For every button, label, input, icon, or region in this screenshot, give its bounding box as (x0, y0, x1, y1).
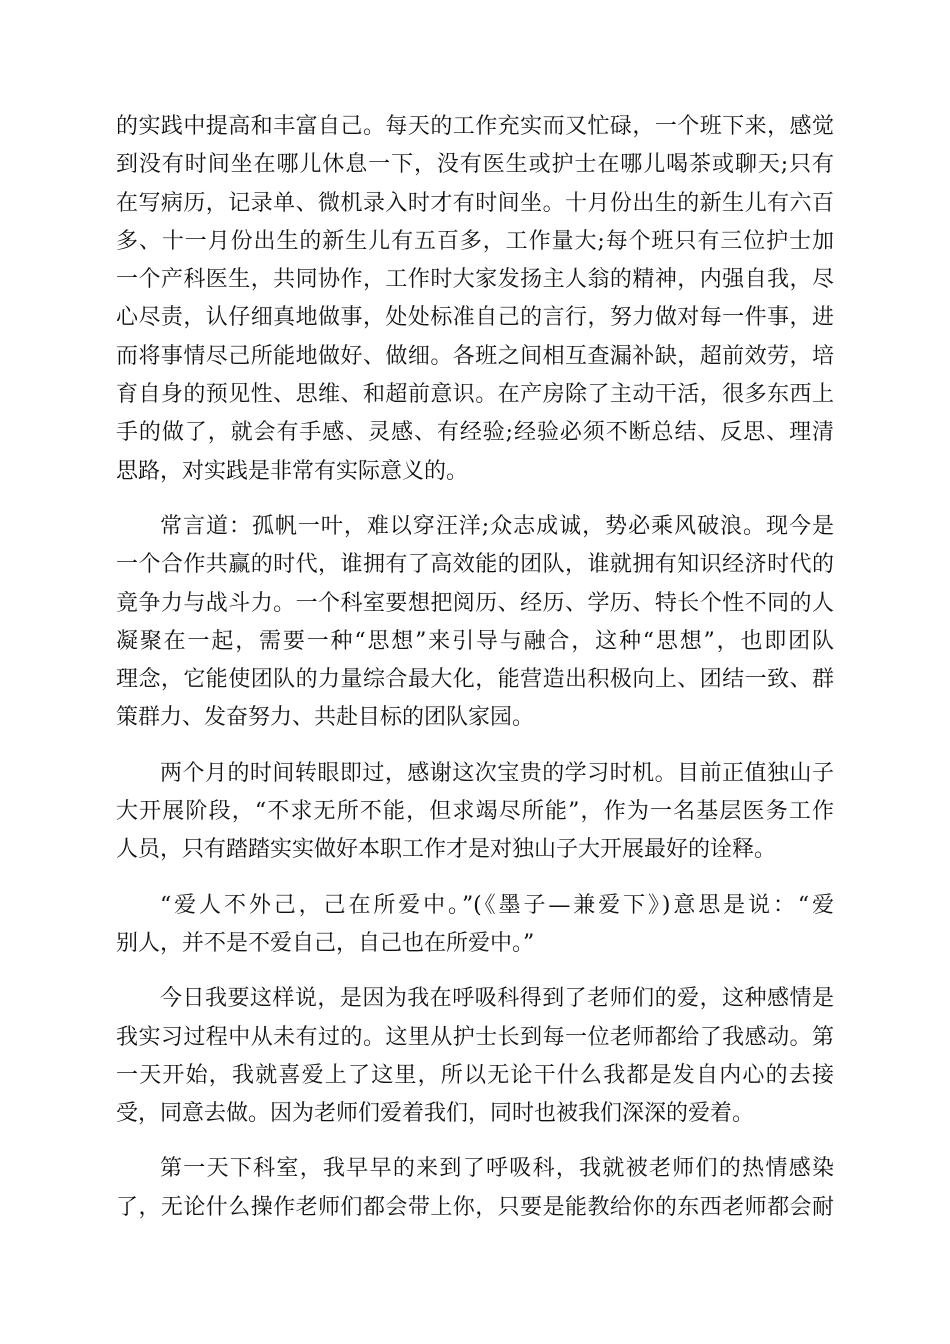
text-line: 受，同意去做。因为老师们爱着我们，同时也被我们深深的爱着。 (116, 1101, 755, 1127)
text-line: 人员，只有踏踏实实做好本职工作才是对独山子大开展最好的诠释。 (116, 837, 777, 863)
paragraph-5 (116, 980, 834, 1133)
text-line: 思路，对实践是非常有实际意义的。 (116, 458, 469, 484)
text-line: 竟争力与战斗力。一个科室要想把阅历、经历、学历、特长个性不同的人 (116, 590, 834, 616)
text-line: 我实习过程中从未有过的。这里从护士长到每一位老师都给了我感动。第 (116, 1024, 834, 1050)
text-line: 了，无论什么操作老师们都会带上你，只要是能教给你的东西老师都会耐 (116, 1194, 834, 1220)
text-line: 别人，并不是不爱自己，自己也在所爱中。” (116, 930, 535, 956)
text-line: 手的做了，就会有手感、灵感、有经验;经验必须不断总结、反思、理清 (116, 420, 834, 446)
paragraph-6 (116, 1150, 834, 1227)
text-line: 而将事情尽己所能地做好、做细。各班之间相互查漏补缺，超前效劳，培 (116, 343, 834, 369)
paragraph-2 (116, 508, 834, 738)
document-page (116, 108, 834, 1244)
paragraph-1 (116, 108, 834, 491)
text-line: 的实践中提高和丰富自己。每天的工作充实而又忙碌，一个班下来，感觉 (116, 114, 834, 139)
text-line: 一个产科医生，共同协作，工作时大家发扬主人翁的精神，内强自我，尽 (116, 267, 834, 293)
text-line: 大开展阶段，“不求无所不能，但求竭尽所能”，作为一名基层医务工作 (116, 799, 834, 825)
text-line: 策群力、发奋努力、共赴目标的团队家园。 (116, 705, 535, 731)
text-line: 常言道：孤帆一叶，难以穿汪洋;众志成诚，势必乘风破浪。现今是 (160, 513, 834, 539)
text-line: 凝聚在一起，需要一种“思想”来引导与融合，这种“思想”，也即团队 (116, 628, 834, 654)
text-line: 多、十一月份出生的新生儿有五百多，工作量大;每个班只有三位护士加 (116, 228, 834, 254)
text-line: 心尽责，认仔细真地做事，处处标准自己的言行，努力做对每一件事，进 (116, 305, 834, 331)
paragraph-3 (116, 755, 834, 870)
text-line: 育自身的预见性、思维、和超前意识。在产房除了主动干活，很多东西上 (116, 382, 834, 408)
text-line: 到没有时间坐在哪儿休息一下，没有医生或护士在哪儿喝茶或聊天;只有 (116, 152, 834, 178)
text-line: 一天开始，我就喜爱上了这里，所以无论干什么我都是发自内心的去接 (116, 1062, 834, 1088)
paragraph-4 (116, 887, 834, 964)
text-line: 两个月的时间转眼即过，感谢这次宝贵的学习时机。目前正值独山子 (160, 760, 834, 786)
text-line: 一个合作共赢的时代，谁拥有了高效能的团队，谁就拥有知识经济时代的 (116, 552, 834, 578)
text-line: 第一天下科室，我早早的来到了呼吸科，我就被老师们的热情感染 (160, 1156, 834, 1182)
text-line: “爱人不外己，己在所爱中。”(《墨子—兼爱下》)意思是说：“爱 (160, 892, 834, 918)
text-line: 今日我要这样说，是因为我在呼吸科得到了老师们的爱，这种感情是 (160, 986, 834, 1012)
text-line: 理念，它能使团队的力量综合最大化，能营造出积极向上、团结一致、群 (116, 667, 834, 693)
text-line: 在写病历，记录单、微机录入时才有时间坐。十月份出生的新生儿有六百 (116, 190, 834, 216)
